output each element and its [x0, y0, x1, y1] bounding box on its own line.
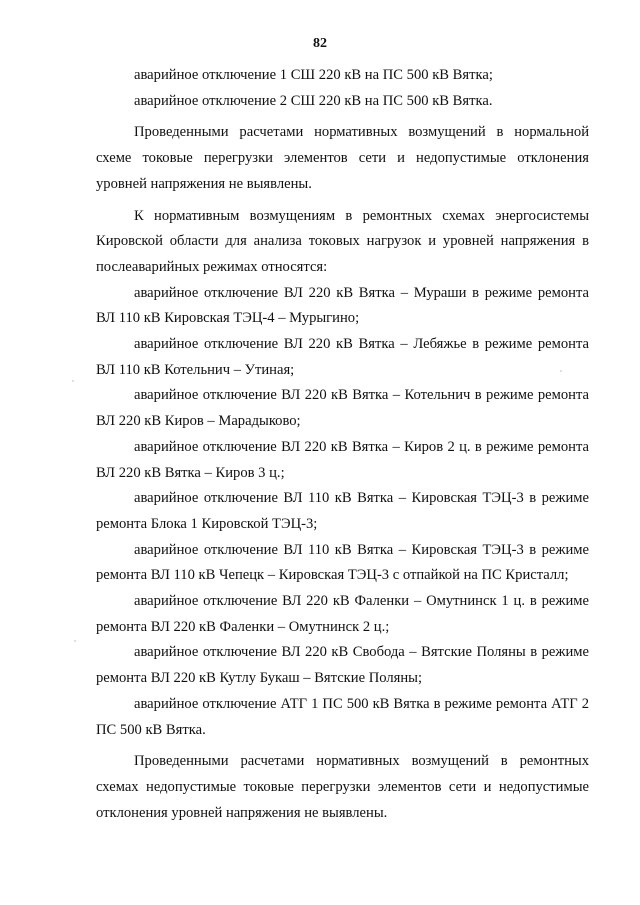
page-number: 82: [313, 36, 327, 51]
list-item: аварийное отключение АТГ 1 ПС 500 кВ Вятка в режиме ремонта АТГ 2 ПС 500 кВ Вятка.: [96, 695, 589, 738]
document-body: [96, 63, 589, 826]
list-item: аварийное отключение 1 СШ 220 кВ на ПС 500 кВ Вятка;: [134, 67, 493, 83]
conclusion-paragraph: Проведенными расчетами нормативных возмущений в нормальной схеме токовые перегрузки элементов сети и недопустимые отклонения уровней напряжения не выявлены.: [96, 124, 589, 192]
intro-paragraph: К нормативным возмущениям в ремонтных схемах энергосистемы Кировской области для анализа токовых нагрузок и уровней напряжения в послеаварийных режимах относятся:: [96, 207, 589, 275]
scan-speck: [560, 370, 562, 372]
list-item: аварийное отключение ВЛ 220 кВ Вятка – Котельнич в режиме ремонта ВЛ 220 кВ Киров – Марадыково;: [96, 387, 589, 430]
list-item: аварийное отключение ВЛ 220 кВ Вятка – Мураши в режиме ремонта ВЛ 110 кВ Кировская ТЭЦ-4 – Мурыгино;: [96, 284, 589, 327]
scan-speck: [74, 640, 76, 642]
list-item: аварийное отключение ВЛ 110 кВ Вятка – Кировская ТЭЦ-3 в режиме ремонта Блока 1 Кировской ТЭЦ-3;: [96, 490, 589, 532]
scan-speck: [72, 380, 74, 382]
list-item: аварийное отключение ВЛ 220 кВ Вятка – Лебяжье в режиме ремонта ВЛ 110 кВ Котельнич – Утиная;: [96, 336, 589, 378]
list-item: аварийное отключение ВЛ 110 кВ Вятка – Кировская ТЭЦ-3 в режиме ремонта ВЛ 110 кВ Чепецк – Кировская ТЭЦ-3 с отпайкой на ПС Кристалл;: [96, 541, 589, 584]
conclusion-paragraph: Проведенными расчетами нормативных возмущений в ремонтных схемах недопустимые токовые перегрузки элементов сети и недопустимые отклонения уровней напряжения не выявлены.: [96, 753, 589, 821]
list-item: аварийное отключение ВЛ 220 кВ Фаленки – Омутнинск 1 ц. в режиме ремонта ВЛ 220 кВ Фаленки – Омутнинск 2 ц.;: [96, 593, 589, 635]
list-item: аварийное отключение ВЛ 220 кВ Свобода – Вятские Поляны в режиме ремонта ВЛ 220 кВ Кутлу Букаш – Вятские Поляны;: [96, 644, 589, 687]
list-item: аварийное отключение ВЛ 220 кВ Вятка – Киров 2 ц. в режиме ремонта ВЛ 220 кВ Вятка – Киров 3 ц.;: [96, 438, 589, 481]
list-item: аварийное отключение 2 СШ 220 кВ на ПС 500 кВ Вятка.: [134, 92, 493, 109]
